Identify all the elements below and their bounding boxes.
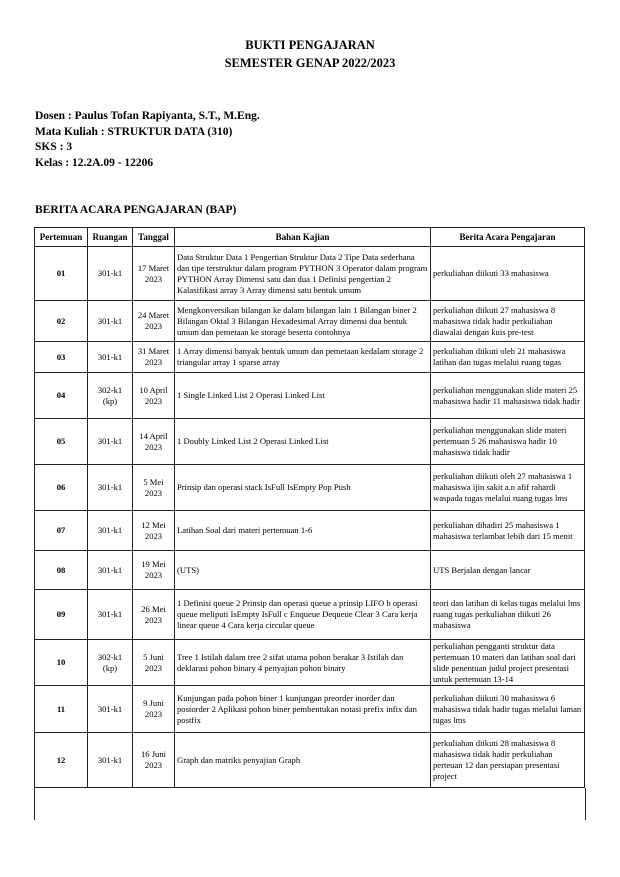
report-cell: perkuliahan menggunakan slide materi 25 mahasiswa hadir 11 mahasiswa tidak hadir [431,373,585,419]
meeting-number: 08 [35,551,88,590]
room-cell: 301-k1 [88,733,133,788]
report-cell: perkuliahan diikuti 33 mahasiswa [431,247,585,301]
meeting-number: 03 [35,342,88,373]
table-continuation [34,788,586,820]
room-cell: 302-k1 (kp) [88,373,133,419]
document-title: BUKTI PENGAJARAN [245,38,375,52]
table-row [35,511,585,551]
class-line: Kelas : 12.2A.09 - 12206 [35,156,154,169]
date-cell: 19 Mei 2023 [133,551,175,590]
table-row [35,373,585,419]
table-row [35,419,585,465]
meeting-number: 09 [35,590,88,640]
table-row [35,342,585,373]
date-cell: 16 Juni 2023 [133,733,175,788]
meeting-number: 05 [35,419,88,465]
date-cell: 9 Juni 2023 [133,686,175,733]
table-header-row [35,228,585,247]
report-cell: perkuliahan diikuti 30 mahasiswa 6 mahasiswa tidak hadir tugas melalui laman tugas lms [431,686,585,733]
meeting-number: 06 [35,465,88,511]
table-row [35,301,585,342]
bap-table [34,227,585,788]
meeting-number: 11 [35,686,88,733]
report-cell: perkuliahan dihadiri 25 mahasiswa 1 mahasiswa terlambat lebih dari 15 menit [431,511,585,551]
room-cell: 301-k1 [88,247,133,301]
date-cell: 17 Maret 2023 [133,247,175,301]
report-cell: perkuliahan diikuti 28 mahasiswa 8 mahasiswa tidak hadir perkuliahan perteuan 12 dan persiapan presentasi project [431,733,585,788]
course-info [35,109,260,171]
topic-cell: 1 Array dimensi banyak bentuk umum dan pemetaan kedalam storage 2 triangular array 1 sparse array [175,342,431,373]
date-cell: 14 April 2023 [133,419,175,465]
date-cell: 5 Mei 2023 [133,465,175,511]
topic-cell: Tree 1 Istilah dalam tree 2 sifat utama pohon berakar 3 Istilah dan deklarasi pohon binary 4 penyajian pohon binary [175,640,431,686]
topic-cell: 1 Single Linked List 2 Operasi Linked List [175,373,431,419]
date-cell: 24 Maret 2023 [133,301,175,342]
topic-cell: Latihan Soal dari materi pertemuan 1-6 [175,511,431,551]
room-cell: 301-k1 [88,551,133,590]
table-row [35,590,585,640]
header-ruangan: Ruangan [88,228,133,247]
header-tanggal: Tanggal [133,228,175,247]
room-cell: 301-k1 [88,511,133,551]
credits-line: SKS : 3 [35,141,73,153]
date-cell: 10 April 2023 [133,373,175,419]
report-cell: perkuliahan diikuti oleh 21 mahasiswa latihan dan tugas melalui ruang tugas [431,342,585,373]
topic-cell: Graph dan matriks penyajian Graph [175,733,431,788]
room-cell: 301-k1 [88,342,133,373]
report-cell: perkuliahan pengganti struktur data pertemuan 10 materi dan latihan soal dari slide penentuan judul project presentasi untuk pertemuan 13-14 [431,640,585,686]
topic-cell: Mengkonversikan bilangan ke dalam bilangan lain 1 Bilangan biner 2 Bilangan Oktal 3 Bilangan Hexadesimal Array dimensi dua bentuk umum dan pemetaan ke storage beserta contohnya [175,301,431,342]
table-row [35,551,585,590]
table-row [35,686,585,733]
date-cell: 31 Maret 2023 [133,342,175,373]
topic-cell: 1 Definisi queue 2 Prinsip dan operasi queue a prinsip LIFO b operasi queue meliputi IsEmpty IsFull c Enqueue Dequeue Clear 3 Cara kerja linear queue 4 Cara kerja circular queue [175,590,431,640]
room-cell: 301-k1 [88,590,133,640]
meeting-number: 01 [35,247,88,301]
meeting-number: 04 [35,373,88,419]
room-cell: 301-k1 [88,465,133,511]
meeting-number: 02 [35,301,88,342]
header-berita-acara: Berita Acara Pengajaran [431,228,585,247]
topic-cell: Data Struktur Data 1 Pengertian Struktur Data 2 Tipe Data sederhana dan tipe terstruktur dalam program PYTHON 3 Operator dalam program PYTHON Array Dimensi satu dan dua 1 Definisi pengertian 2 Kalasifikasi array 3 Array dimensi satu bentuk umum [175,247,431,301]
section-title: BERITA ACARA PENGAJARAN (BAP) [35,204,237,216]
semester-title: SEMESTER GENAP 2022/2023 [224,56,396,70]
topic-cell: Kunjungan pada pohon biner 1 kunjungan preorder inorder dan postorder 2 Aplikasi pohon biner pembentukan notasi prefix infix dan postfix [175,686,431,733]
table-row [35,465,585,511]
lecturer-line: Dosen : Paulus Tofan Rapiyanta, S.T., M.Eng. [35,110,260,122]
date-cell: 26 Mei 2023 [133,590,175,640]
table-row [35,733,585,788]
report-cell: perkuliahan diikuti oleh 27 mahasiswa 1 mahasiswa ijin sakit a.n afif rahardi waspada tugas melalui ruang tugas lms [431,465,585,511]
room-cell: 301-k1 [88,301,133,342]
room-cell: 302-k1 (kp) [88,640,133,686]
room-cell: 301-k1 [88,686,133,733]
table-row [35,640,585,686]
topic-cell: (UTS) [175,551,431,590]
topic-cell: Prinsip dan operasi stack IsFull IsEmpty Pop Push [175,465,431,511]
header-bahan-kajian: Bahan Kajian [175,228,431,247]
topic-cell: 1 Doubly Linked List 2 Operasi Linked List [175,419,431,465]
report-cell: teori dan latihan di kelas tugas melalui lms ruang tugas perkuliahan diikuti 26 mahasiswa [431,590,585,640]
report-cell: perkuliahan diikuti 27 mahasiswa 8 mahasiswa tidak hadir perkuliahan diawalai dengan kuis pre-test [431,301,585,342]
date-cell: 5 Juni 2023 [133,640,175,686]
meeting-number: 12 [35,733,88,788]
report-cell: UTS Berjalan dengan lancar [431,551,585,590]
header-pertemuan: Pertemuan [35,228,88,247]
room-cell: 301-k1 [88,419,133,465]
course-line: Mata Kuliah : STRUKTUR DATA (310) [35,125,233,138]
meeting-number: 10 [35,640,88,686]
date-cell: 12 Mei 2023 [133,511,175,551]
report-cell: perkuliahan menggunakan slide materi pertemuan 5 26 mahasiswa hadir 10 mahasiswa tidak hadir [431,419,585,465]
meeting-number: 07 [35,511,88,551]
table-row [35,247,585,301]
